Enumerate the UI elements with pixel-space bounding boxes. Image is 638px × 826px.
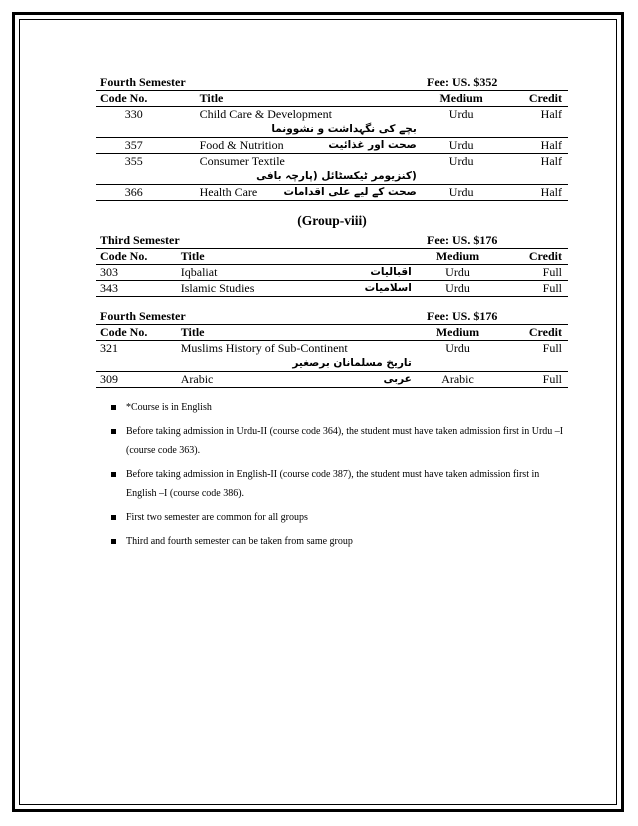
- course-credit: Full: [499, 341, 568, 372]
- semester-name: Fourth Semester: [100, 75, 186, 89]
- course-medium: Urdu: [421, 154, 502, 185]
- course-credit: Full: [499, 265, 568, 281]
- course-medium: Arabic: [416, 372, 499, 388]
- course-medium: Urdu: [421, 138, 502, 154]
- header-code: Code No.: [96, 249, 177, 265]
- course-code: 357: [96, 138, 196, 154]
- semester-heading: [96, 232, 568, 248]
- course-title: Child Care & Development: [199, 107, 332, 121]
- course-title: Consumer Textile: [199, 154, 285, 168]
- course-title-cell: [196, 107, 421, 138]
- semester-fee: Fee: US. $352: [427, 75, 498, 89]
- bullet-square-icon: [111, 472, 116, 477]
- group-title: (Group-viii): [297, 213, 367, 228]
- header-credit: Credit: [501, 91, 568, 107]
- table-row: [96, 107, 568, 138]
- course-code: 309: [96, 372, 177, 388]
- header-medium: Medium: [416, 249, 499, 265]
- list-item: [96, 532, 568, 551]
- note-text: Third and fourth semester can be taken from same group: [126, 536, 353, 547]
- course-credit: Half: [501, 138, 568, 154]
- table-header-row: [96, 249, 568, 265]
- list-item: [96, 422, 568, 460]
- table-row: [96, 185, 568, 201]
- header-medium: Medium: [416, 325, 499, 341]
- table-row: [96, 265, 568, 281]
- header-title: Title: [177, 249, 416, 265]
- course-title-urdu: عربی: [383, 373, 412, 385]
- course-credit: Half: [501, 185, 568, 201]
- header-credit: Credit: [499, 325, 568, 341]
- course-medium: Urdu: [421, 185, 502, 201]
- course-title-urdu: تاریخ مسلمانان برصغیر: [292, 357, 412, 369]
- list-item: [96, 398, 568, 417]
- table-header-row: [96, 91, 568, 107]
- note-text: First two semester are common for all groups: [126, 512, 308, 523]
- semester-name: Fourth Semester: [100, 309, 186, 323]
- list-item: [96, 508, 568, 527]
- course-title-cell: [177, 341, 416, 372]
- semester-fee: Fee: US. $176: [427, 309, 498, 323]
- bullet-square-icon: [111, 515, 116, 520]
- table-row: [96, 154, 568, 185]
- header-credit: Credit: [499, 249, 568, 265]
- course-title: Food & Nutrition: [199, 138, 284, 152]
- notes-list: [96, 398, 568, 556]
- semester-fee: Fee: US. $176: [427, 233, 498, 247]
- header-title: Title: [196, 91, 421, 107]
- table-row: [96, 372, 568, 388]
- course-medium: Urdu: [416, 281, 499, 297]
- header-code: Code No.: [96, 91, 196, 107]
- semester-name: Third Semester: [100, 233, 180, 247]
- course-credit: Full: [499, 372, 568, 388]
- course-title: Arabic: [180, 372, 214, 386]
- course-title-cell: [196, 138, 421, 154]
- course-credit: Full: [499, 281, 568, 297]
- bullet-square-icon: [111, 405, 116, 410]
- course-code: 343: [96, 281, 177, 297]
- table-row: [96, 281, 568, 297]
- course-medium: Urdu: [416, 341, 499, 372]
- course-code: 303: [96, 265, 177, 281]
- course-title-urdu: صحت کے لیے علی اقدامات: [283, 186, 417, 198]
- header-code: Code No.: [96, 325, 177, 341]
- course-credit: Half: [501, 107, 568, 138]
- course-title-urdu: صحت اور غذائیت: [328, 139, 417, 151]
- header-medium: Medium: [421, 91, 502, 107]
- course-title: Iqbaliat: [180, 265, 218, 279]
- bullet-square-icon: [111, 539, 116, 544]
- course-code: 330: [96, 107, 196, 138]
- note-text: Before taking admission in English-II (course code 387), the student must have taken admission first in English –I (course code 386).: [126, 469, 540, 499]
- table-row: [96, 138, 568, 154]
- course-credit: Half: [501, 154, 568, 185]
- header-title: Title: [177, 325, 416, 341]
- note-text: Before taking admission in Urdu-II (course code 364), the student must have taken admission first in Urdu –I (course code 363).: [126, 426, 564, 456]
- table-row: [96, 341, 568, 372]
- course-title: Health Care: [199, 185, 258, 199]
- course-title-cell: [196, 154, 421, 185]
- semester-heading: [96, 74, 568, 90]
- list-item: [96, 465, 568, 503]
- course-code: 366: [96, 185, 196, 201]
- course-title-urdu: بچے کی نگہداشت و نشوونما: [271, 123, 417, 135]
- note-text: *Course is in English: [126, 402, 212, 413]
- course-title-urdu: (کنزیومر ٹیکسٹائل (پارچہ بافی: [256, 170, 417, 182]
- course-code: 321: [96, 341, 177, 372]
- course-title-cell: [177, 281, 416, 297]
- course-title: Islamic Studies: [180, 281, 255, 295]
- course-medium: Urdu: [416, 265, 499, 281]
- course-table: [96, 90, 568, 201]
- course-code: 355: [96, 154, 196, 185]
- course-title-urdu: اقبالیات: [370, 266, 412, 278]
- course-title: Muslims History of Sub-Continent: [180, 341, 348, 355]
- course-title-cell: [196, 185, 421, 201]
- semester-heading: [96, 308, 568, 324]
- course-table: [96, 324, 568, 388]
- course-title-cell: [177, 265, 416, 281]
- course-title-urdu: اسلامیات: [364, 282, 412, 294]
- course-medium: Urdu: [421, 107, 502, 138]
- course-title-cell: [177, 372, 416, 388]
- bullet-square-icon: [111, 429, 116, 434]
- course-table: [96, 248, 568, 297]
- table-header-row: [96, 325, 568, 341]
